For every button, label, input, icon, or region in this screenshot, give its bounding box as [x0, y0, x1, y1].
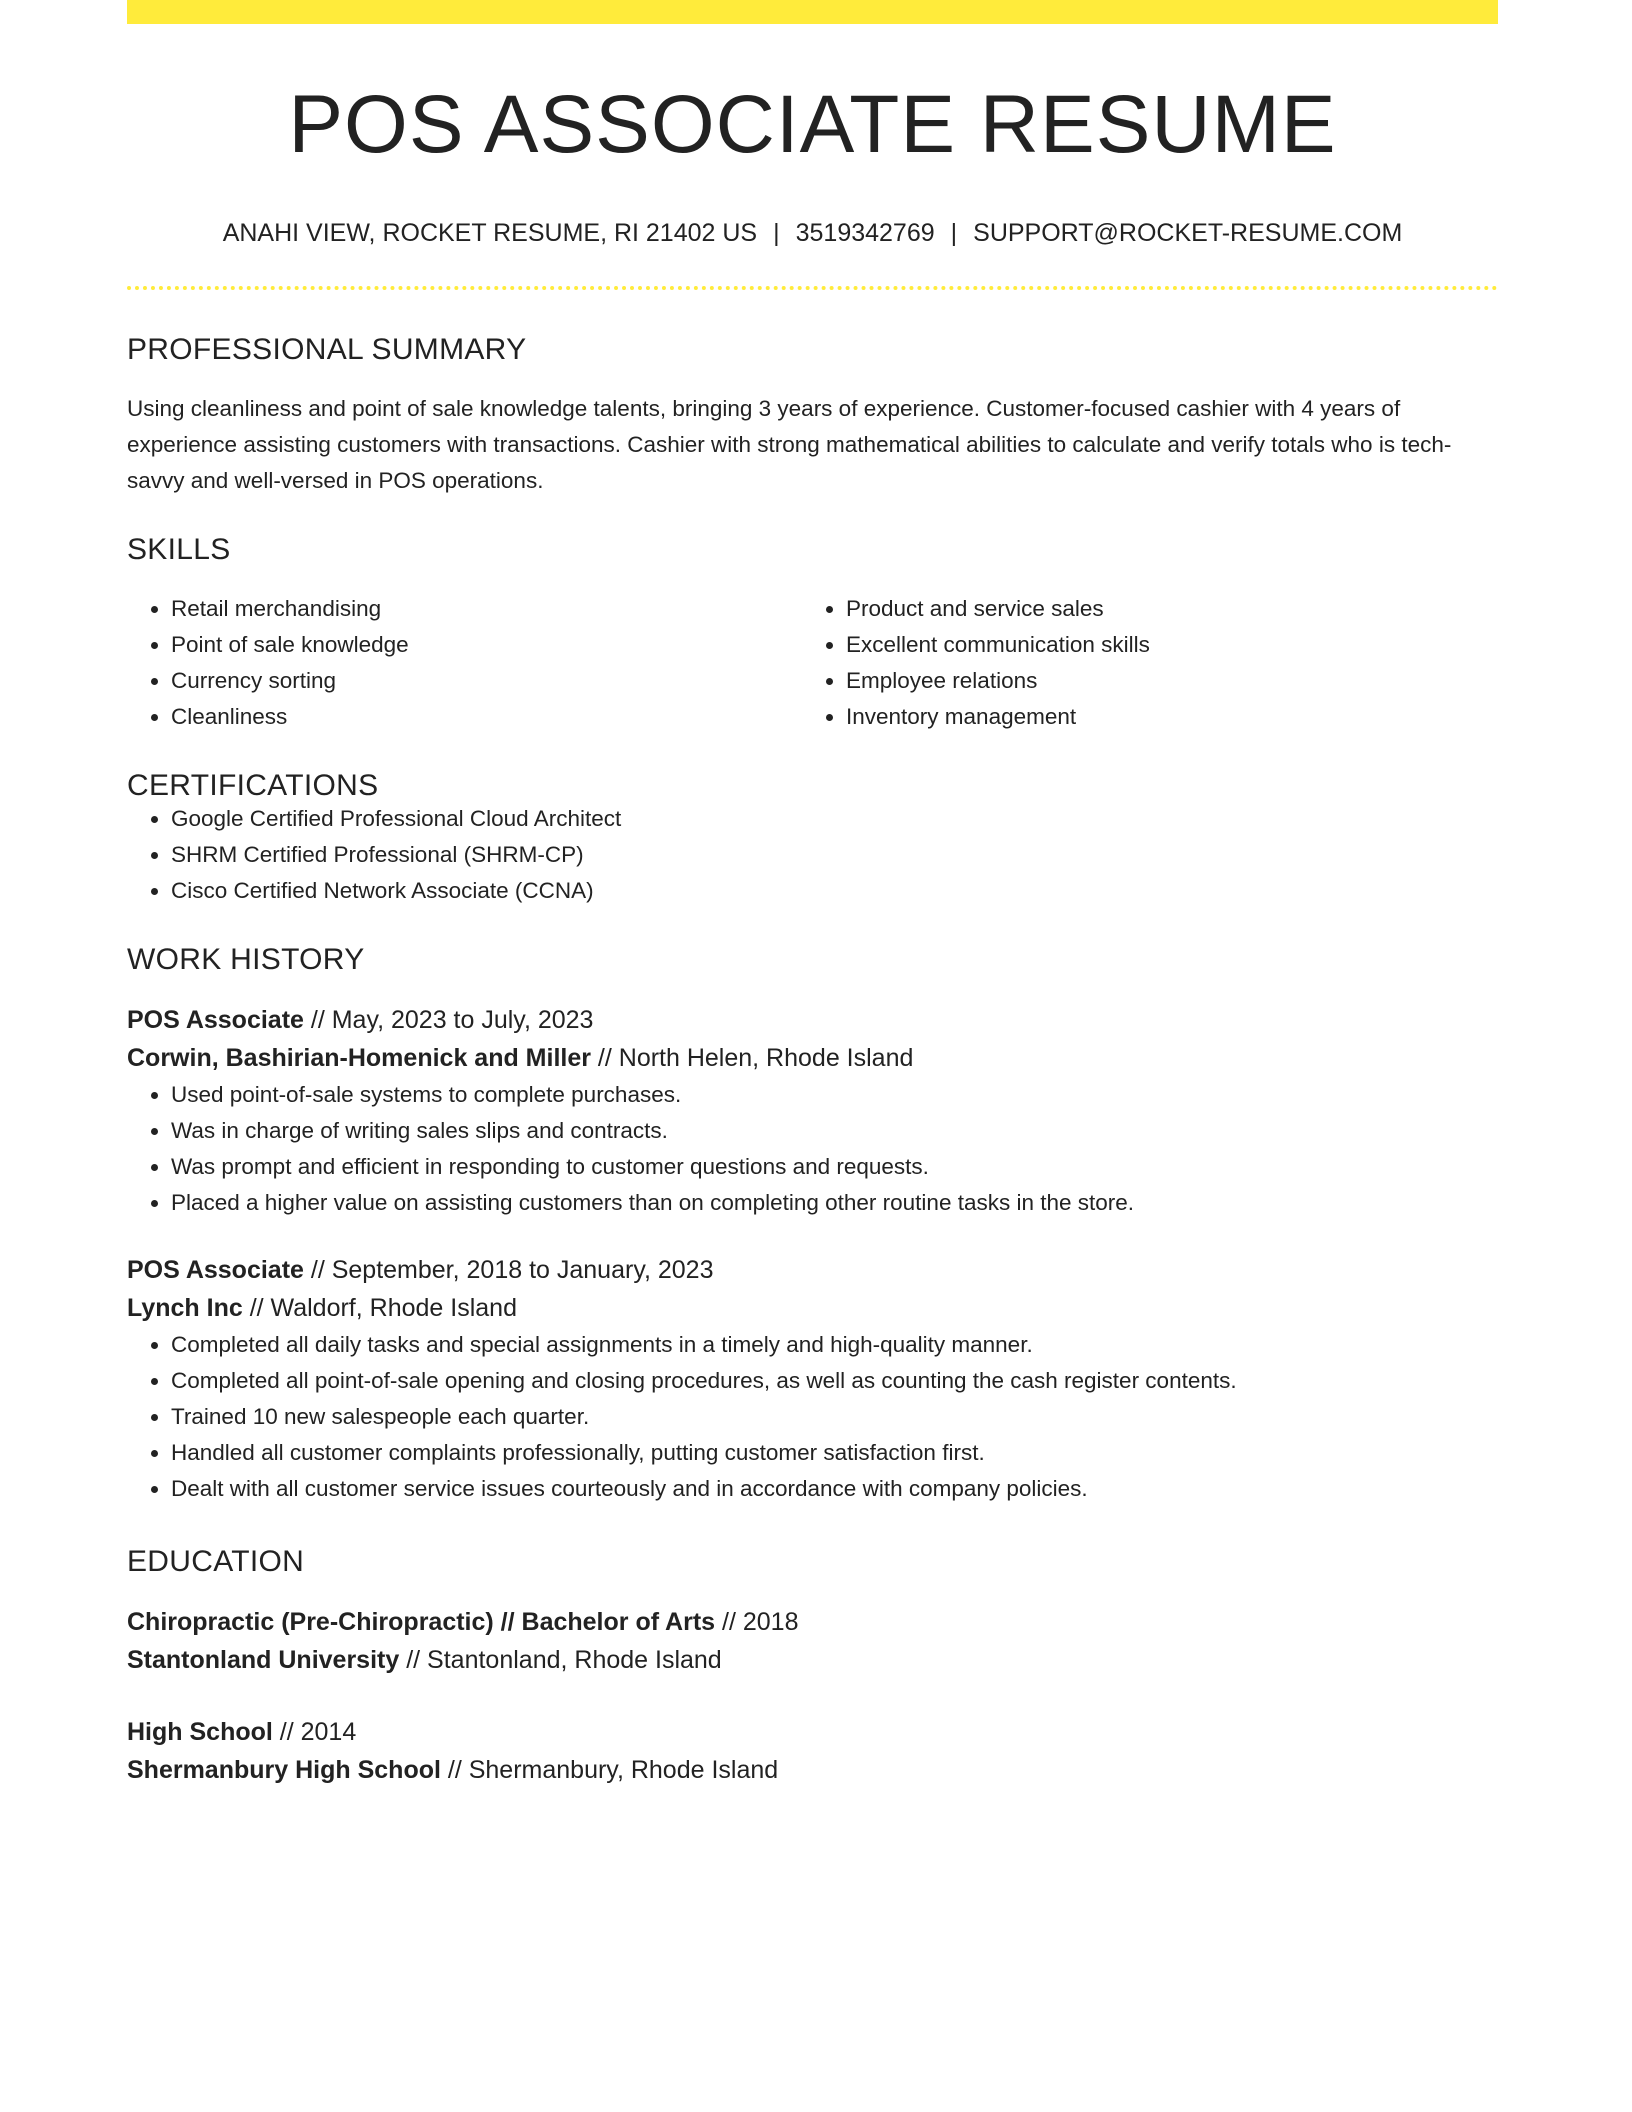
education-degree: High School: [127, 1717, 273, 1746]
job-company-line: [127, 1039, 1498, 1077]
certifications-heading: CERTIFICATIONS: [127, 768, 379, 802]
certification-item: • SHRM Certified Professional (SHRM-CP): [171, 837, 1498, 873]
contact-phone: 3519342769: [795, 218, 935, 247]
job-title-line: [127, 1001, 1498, 1039]
job-title-line: [127, 1251, 1498, 1289]
education-degree: Chiropractic (Pre-Chiropractic) // Bachelor of Arts: [127, 1607, 716, 1636]
education-school: Stantonland University: [127, 1645, 400, 1674]
education-year: // 2014: [272, 1717, 357, 1746]
job-company: Corwin, Bashirian-Homenick and Miller: [127, 1043, 591, 1072]
job-duty-item: • Trained 10 new salespeople each quarter.: [171, 1399, 1498, 1435]
education-heading: EDUCATION: [127, 1544, 305, 1578]
job-location: // North Helen, Rhode Island: [590, 1043, 914, 1072]
education-school-line: [127, 1751, 1498, 1789]
job-duty-item: • Placed a higher value on assisting customers than on completing other routine tasks in the store.: [171, 1185, 1498, 1221]
job-dates: // May, 2023 to July, 2023: [303, 1005, 594, 1034]
skill-item: • Point of sale knowledge: [171, 627, 802, 663]
education-school: Shermanbury High School: [127, 1755, 441, 1784]
resume-title: POS ASSOCIATE RESUME: [288, 79, 1337, 170]
job-company: Lynch Inc: [127, 1293, 243, 1322]
contact-line: [127, 218, 1498, 247]
job-duty-item: • Completed all point-of-sale opening and closing procedures, as well as counting the cash register contents.: [171, 1363, 1498, 1399]
job-company-line: [127, 1289, 1498, 1327]
skill-item: • Employee relations: [846, 663, 1477, 699]
contact-separator: |: [773, 218, 780, 247]
skills-list: [127, 591, 1498, 735]
resume-page: [127, 0, 1498, 1789]
job-duty-item: • Was prompt and efficient in responding to customer questions and requests.: [171, 1149, 1498, 1185]
accent-top-bar: [127, 0, 1498, 24]
contact-email: SUPPORT@ROCKET-RESUME.COM: [973, 218, 1403, 247]
job-duty-item: • Completed all daily tasks and special assignments in a timely and high-quality manner.: [171, 1327, 1498, 1363]
education-location: // Shermanbury, Rhode Island: [440, 1755, 779, 1784]
job-title: POS Associate: [127, 1005, 304, 1034]
skill-item: • Retail merchandising: [171, 591, 802, 627]
job-dates: // September, 2018 to January, 2023: [303, 1255, 714, 1284]
education-degree-line: [127, 1603, 1498, 1641]
skill-item: • Cleanliness: [171, 699, 802, 735]
education-year: // 2018: [715, 1607, 799, 1636]
summary-heading: PROFESSIONAL SUMMARY: [127, 332, 527, 366]
dotted-divider: [127, 286, 1498, 290]
certification-item: • Cisco Certified Network Associate (CCNA): [171, 873, 1498, 909]
job-duty-item: • Used point-of-sale systems to complete purchases.: [171, 1077, 1498, 1113]
education-degree-line: [127, 1713, 1498, 1751]
job-duty-item: • Handled all customer complaints professionally, putting customer satisfaction first.: [171, 1435, 1498, 1471]
job-duty-item: • Was in charge of writing sales slips and contracts.: [171, 1113, 1498, 1149]
work-history-heading: WORK HISTORY: [127, 942, 365, 976]
skill-item: • Product and service sales: [846, 591, 1477, 627]
skill-item: • Inventory management: [846, 699, 1477, 735]
education-location: // Stantonland, Rhode Island: [399, 1645, 722, 1674]
contact-address: ANAHI VIEW, ROCKET RESUME, RI 21402 US: [222, 218, 758, 247]
summary-text: Using cleanliness and point of sale knowledge talents, bringing 3 years of experience. Customer-focused cashier with 4 years of experience assisting customers with transactions. Cashier with strong mathematical abilities to calculate and verify totals who is tech-savvy and well-versed in POS operations.: [127, 395, 1452, 493]
education-school-line: [127, 1641, 1498, 1679]
contact-separator: |: [950, 218, 958, 247]
certification-item: • Google Certified Professional Cloud Architect: [171, 801, 1498, 837]
skills-column-left: [127, 591, 802, 735]
job-duties-list: [127, 1327, 1498, 1507]
job-duties-list: [127, 1077, 1498, 1221]
skills-column-right: [802, 591, 1477, 735]
job-location: // Waldorf, Rhode Island: [242, 1293, 517, 1322]
certifications-list: [127, 801, 1498, 909]
skills-heading: SKILLS: [127, 532, 231, 566]
skill-item: • Currency sorting: [171, 663, 802, 699]
job-duty-item: • Dealt with all customer service issues courteously and in accordance with company policies.: [171, 1471, 1498, 1507]
skill-item: • Excellent communication skills: [846, 627, 1477, 663]
job-title: POS Associate: [127, 1255, 304, 1284]
